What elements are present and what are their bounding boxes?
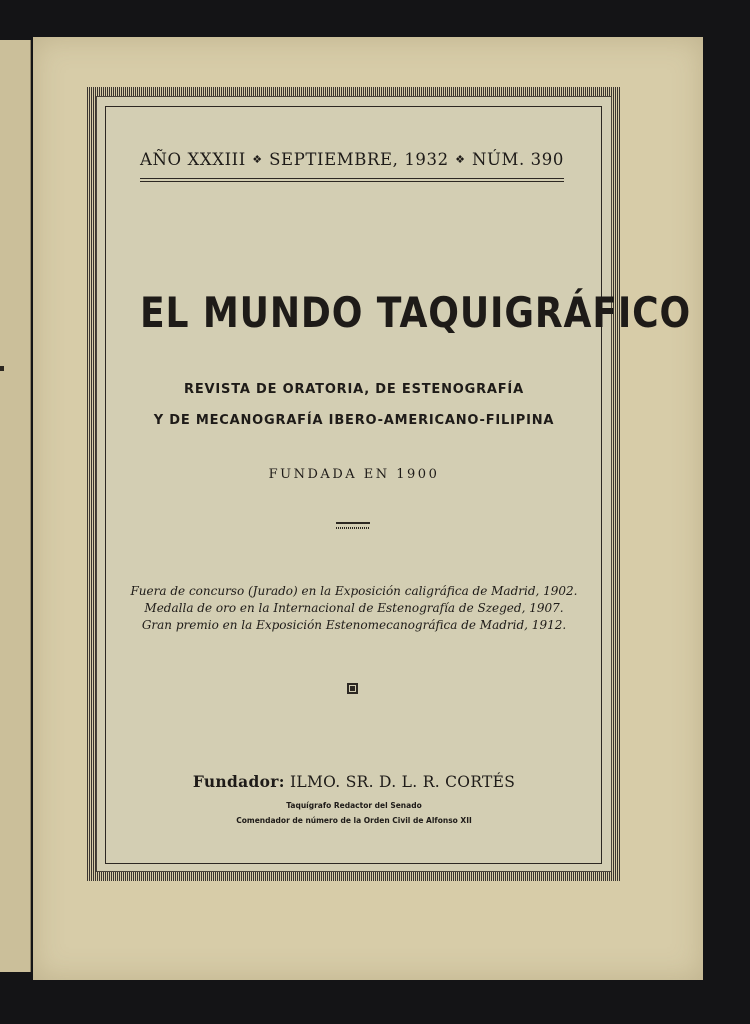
issue-date: SEPTIEMBRE, 1932: [269, 150, 449, 169]
issue-number: NÚM. 390: [471, 150, 564, 169]
diamond-separator-icon: ❖: [252, 153, 263, 166]
award-line-1: Fuera de concurso (Jurado) en la Exposición caligráfica de Madrid, 1902.: [130, 584, 578, 598]
inner-border: [105, 106, 692, 864]
diamond-separator-icon: ❖: [455, 153, 466, 166]
founder-role-1: Taquígrafo Redactor del Senado: [286, 801, 422, 810]
award-line-3: Gran premio en la Exposición Estenomecanográfica de Madrid, 1912.: [141, 618, 567, 632]
square-ornament-icon: [347, 683, 358, 694]
magazine-title: EL MUNDO TAQUIGRÁFICO: [140, 288, 692, 337]
founder-label: Fundador:: [192, 772, 285, 791]
subtitle-line-2: Y DE MECANOGRAFÍA IBERO-AMERICANO-FILIPINA: [153, 413, 555, 428]
founder-line: [130, 772, 578, 791]
adjacent-page-edge: [0, 40, 31, 972]
founder-role-2: Comendador de número de la Orden Civil de Alfonso XII: [236, 816, 472, 825]
issue-header: [140, 150, 564, 169]
header-rule-top: [140, 178, 564, 179]
ornament-rule: [336, 522, 370, 524]
subtitle-line-1: REVISTA DE ORATORIA, DE ESTENOGRAFÍA: [184, 382, 524, 397]
founder-name: ILMO. SR. D. L. R. CORTÉS: [289, 773, 516, 791]
ornament-dotted-rule: [336, 527, 370, 529]
founded-line: FUNDADA EN 1900: [268, 467, 440, 482]
page-edge-mark: [0, 366, 4, 371]
award-line-2: Medalla de oro en la Internacional de Estenografía de Szeged, 1907.: [144, 601, 564, 615]
issue-year: AÑO XXXIII: [140, 150, 246, 169]
header-rule-bottom: [140, 181, 564, 182]
